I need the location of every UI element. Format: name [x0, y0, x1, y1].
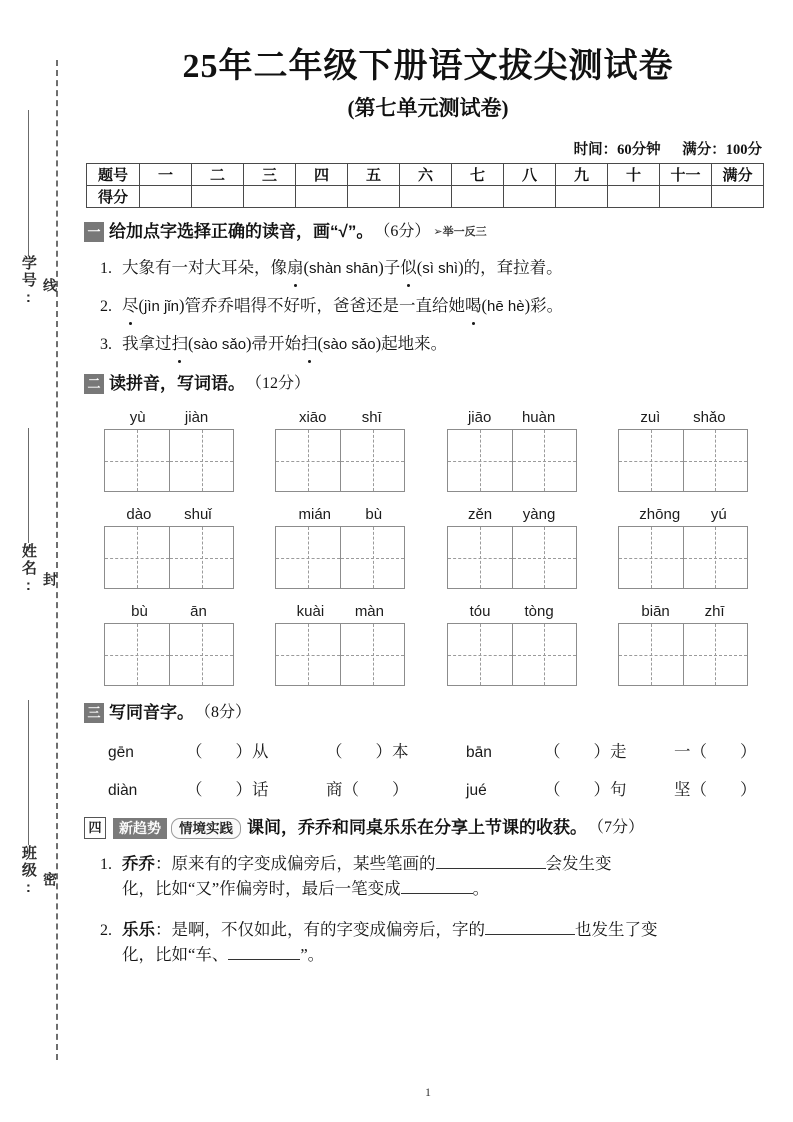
- homophone-blank[interactable]: 商（ ）: [326, 780, 409, 800]
- seal-label-class: 班级:: [19, 845, 37, 898]
- pinyin-syllable: mián: [298, 506, 332, 524]
- question-number: 2.: [100, 298, 112, 316]
- tianzige-box[interactable]: [618, 526, 748, 589]
- section-points-1: （6分）: [374, 222, 431, 240]
- pinyin-choice[interactable]: shàn shān: [309, 260, 379, 278]
- dotted-char: 喝: [465, 294, 482, 319]
- tianzige-box[interactable]: [447, 526, 577, 589]
- pinyin-grid-item: [104, 603, 234, 686]
- score-col-5: 五: [348, 164, 400, 186]
- pinyin-syllable: shǎo: [693, 409, 726, 427]
- pinyin-syllable: zhī: [704, 603, 725, 621]
- pinyin-syllable: shuǐ: [184, 506, 212, 524]
- pinyin-grid-row: [104, 506, 748, 589]
- pinyin-grid-item: [618, 506, 748, 589]
- dotted-char: 扇: [287, 256, 304, 281]
- pinyin-grid-item: [104, 409, 234, 492]
- answer-blank[interactable]: [228, 959, 300, 960]
- section-points-4: （7分）: [588, 819, 645, 836]
- section-title-1: 给加点字选择正确的读音，画“√”。: [109, 222, 374, 242]
- answer-blank[interactable]: [401, 893, 473, 894]
- pinyin-grid-row: [104, 603, 748, 686]
- dotted-char: 尽: [122, 294, 139, 319]
- question-number: 3.: [100, 336, 112, 354]
- section-heading-1: [84, 221, 778, 243]
- pinyin-syllable: xiāo: [298, 409, 327, 427]
- tianzige-cell[interactable]: [105, 624, 169, 685]
- score-col-total: 满分: [712, 164, 764, 186]
- tianzige-box[interactable]: [618, 623, 748, 686]
- tianzige-box[interactable]: [275, 526, 405, 589]
- seal-char-feng: 封: [42, 572, 58, 586]
- tianzige-box[interactable]: [447, 429, 577, 492]
- dialogue-speaker: 乐乐: [122, 919, 155, 939]
- score-col-11: 十一: [660, 164, 712, 186]
- score-col-10: 十: [608, 164, 660, 186]
- dialogue-text[interactable]: [122, 852, 778, 902]
- score-cell-6[interactable]: [400, 186, 452, 208]
- page-number: 1: [425, 1085, 431, 1099]
- score-table-row-label-score: 得分: [87, 186, 140, 208]
- homophone-blank[interactable]: 一（ ）: [674, 742, 757, 762]
- tianzige-cell[interactable]: [169, 624, 233, 685]
- text-fragment: )的，耷拉着。: [458, 258, 563, 278]
- section-points-3: （8分）: [195, 703, 252, 721]
- dialogue-text[interactable]: [122, 918, 778, 968]
- text-fragment: ：是啊，不仅如此，有的字变成偏旁后，字的: [155, 919, 485, 939]
- tianzige-box[interactable]: [104, 623, 234, 686]
- text-fragment: 也发生了变: [575, 919, 658, 939]
- homophone-pinyin: diàn: [108, 782, 138, 800]
- tianzige-box[interactable]: [275, 429, 405, 492]
- pinyin-syllable: yàng: [522, 506, 556, 524]
- tianzige-cell[interactable]: [683, 624, 747, 685]
- homophone-blank[interactable]: （ ）从: [186, 742, 269, 762]
- homophone-pinyin: gēn: [108, 744, 134, 762]
- question-text[interactable]: [122, 256, 778, 281]
- pinyin-label: [275, 409, 405, 426]
- section-badge-1: 一: [84, 222, 104, 242]
- pinyin-choice[interactable]: sào sǎo: [323, 336, 376, 354]
- tianzige-cell[interactable]: [683, 527, 747, 588]
- seal-rule: [28, 110, 29, 255]
- pinyin-grid-item: [275, 603, 405, 686]
- tianzige-cell[interactable]: [619, 527, 683, 588]
- pinyin-label: [618, 506, 748, 523]
- score-col-3: 三: [244, 164, 296, 186]
- pinyin-grid-item: [447, 603, 577, 686]
- score-cell-5[interactable]: [348, 186, 400, 208]
- pinyin-syllable: bù: [131, 603, 148, 621]
- score-col-1: 一: [140, 164, 192, 186]
- text-fragment: )帚开始: [246, 334, 302, 354]
- section-heading-4: [84, 817, 778, 839]
- homophone-row-2: [108, 776, 778, 800]
- pinyin-syllable: kuài: [296, 603, 325, 621]
- section-4-dialogue: [78, 852, 778, 967]
- pinyin-syllable: tòng: [524, 603, 554, 621]
- score-col-7: 七: [452, 164, 504, 186]
- score-cell-4[interactable]: [296, 186, 348, 208]
- score-cell-11[interactable]: [660, 186, 712, 208]
- pinyin-grid-row: [104, 409, 748, 492]
- section-title-3: 写同音字。: [109, 703, 194, 723]
- badge-new-trend: 新趋势: [113, 818, 167, 838]
- pinyin-choice[interactable]: sào sǎo: [193, 336, 247, 354]
- text-fragment: 会发生变: [545, 854, 612, 874]
- page-title: 25年二年级下册语文拔尖测试卷: [182, 48, 674, 85]
- score-cell-total[interactable]: [712, 186, 764, 208]
- score-table-row-label-number: 题号: [87, 164, 140, 186]
- pinyin-choice[interactable]: jìn jǐn: [144, 298, 180, 316]
- pinyin-label: [275, 506, 405, 523]
- dialogue-row: [100, 852, 778, 902]
- pinyin-syllable: zuì: [640, 409, 661, 427]
- pinyin-syllable: zhōng: [639, 506, 681, 524]
- pinyin-syllable: ān: [190, 603, 207, 621]
- exam-time: 时间：60分钟: [573, 142, 661, 159]
- tianzige-cell[interactable]: [169, 430, 233, 491]
- score-cell-2[interactable]: [192, 186, 244, 208]
- score-cell-9[interactable]: [556, 186, 608, 208]
- tianzige-cell[interactable]: [683, 430, 747, 491]
- tianzige-cell[interactable]: [340, 430, 404, 491]
- text-fragment: (: [138, 296, 144, 316]
- seal-rule: [28, 428, 29, 543]
- tianzige-box[interactable]: [447, 623, 577, 686]
- pinyin-syllable: biān: [641, 603, 670, 621]
- pinyin-label: [447, 506, 577, 523]
- badge-scenario-practice: 情境实践: [171, 818, 241, 840]
- homophone-blank[interactable]: （ ）句: [544, 780, 627, 800]
- pinyin-grid-item: [447, 506, 577, 589]
- pinyin-grid-item: [275, 409, 405, 492]
- seal-rule: [28, 700, 29, 845]
- text-fragment: 化，比如“又”作偏旁时，最后一笔变成: [122, 879, 401, 899]
- pinyin-grid-item: [618, 603, 748, 686]
- tianzige-cell[interactable]: [619, 624, 683, 685]
- pinyin-label: [104, 603, 234, 620]
- pinyin-grid-item: [275, 506, 405, 589]
- text-fragment: 我拿过: [122, 334, 172, 354]
- tianzige-box[interactable]: [104, 526, 234, 589]
- section-tag-1: ➢举一反三: [433, 225, 487, 238]
- section-heading-3: [84, 702, 778, 724]
- text-fragment: (: [303, 258, 309, 278]
- homophone-blank[interactable]: （ ）本: [326, 742, 409, 762]
- tianzige-cell[interactable]: [448, 527, 512, 588]
- section-title-4: 课间，乔乔和同桌乐乐在分享上节课的收获。: [247, 818, 587, 838]
- section-points-2: （12分）: [246, 374, 311, 392]
- homophone-blank[interactable]: （ ）话: [186, 780, 269, 800]
- homophone-row-1: [108, 738, 778, 762]
- pinyin-syllable: tóu: [469, 603, 491, 621]
- text-fragment: )彩。: [524, 296, 564, 316]
- pinyin-syllable: yù: [129, 409, 146, 427]
- text-fragment: 大象有一对大耳朵，像: [122, 258, 287, 278]
- score-col-8: 八: [504, 164, 556, 186]
- section-badge-2: 二: [84, 374, 104, 394]
- exam-page: [78, 0, 778, 1122]
- pinyin-syllable: bù: [365, 506, 383, 524]
- exam-total-score: 满分：100分: [682, 142, 762, 159]
- tianzige-cell[interactable]: [105, 527, 169, 588]
- text-fragment: (: [317, 334, 324, 354]
- exam-meta: [78, 138, 762, 159]
- tianzige-cell[interactable]: [512, 430, 576, 491]
- pinyin-label: [104, 506, 234, 523]
- seal-dashed-line: [56, 60, 58, 1060]
- text-fragment: 化，比如“车、: [122, 944, 229, 964]
- pinyin-syllable: shī: [361, 409, 382, 427]
- text-fragment: ”。: [300, 944, 325, 964]
- seal-line-sidebar: [0, 0, 78, 1122]
- pinyin-label: [618, 603, 748, 620]
- dialogue-number: 1.: [100, 856, 112, 874]
- section-badge-4: 四: [84, 817, 106, 839]
- pinyin-syllable: màn: [354, 603, 384, 621]
- score-cell-8[interactable]: [504, 186, 556, 208]
- score-table-header-row: [87, 164, 764, 186]
- score-col-4: 四: [296, 164, 348, 186]
- text-fragment: )管乔乔唱得不好听，爸爸还是一直给她: [179, 296, 466, 316]
- tianzige-cell[interactable]: [448, 624, 512, 685]
- pinyin-label: [447, 409, 577, 426]
- question-row: [100, 332, 778, 357]
- tianzige-cell[interactable]: [169, 527, 233, 588]
- pinyin-syllable: dào: [126, 506, 152, 524]
- pinyin-choice[interactable]: hē hè: [487, 298, 525, 316]
- tianzige-cell[interactable]: [448, 430, 512, 491]
- pinyin-syllable: jiāo: [467, 409, 492, 427]
- tianzige-cell[interactable]: [105, 430, 169, 491]
- score-cell-7[interactable]: [452, 186, 504, 208]
- pinyin-label: [104, 409, 234, 426]
- pinyin-grid-item: [104, 506, 234, 589]
- pinyin-grid-area: [78, 409, 778, 686]
- text-fragment: )起地来。: [375, 334, 448, 354]
- score-col-2: 二: [192, 164, 244, 186]
- homophone-blank[interactable]: （ ）走: [544, 742, 627, 762]
- seal-label-name: 姓名:: [19, 543, 37, 596]
- dotted-char: 扫: [172, 332, 189, 357]
- pinyin-label: [275, 603, 405, 620]
- question-number: 1.: [100, 260, 112, 278]
- homophone-pinyin: jué: [466, 782, 487, 800]
- text-fragment: )子: [378, 258, 401, 278]
- text-fragment: (: [416, 258, 423, 278]
- question-row: [100, 294, 778, 319]
- tianzige-cell[interactable]: [340, 624, 404, 685]
- pinyin-label: [618, 409, 748, 426]
- homophone-pinyin: bān: [466, 744, 492, 762]
- section-title-2: 读拼音，写词语。: [109, 374, 245, 394]
- pinyin-grid-item: [618, 409, 748, 492]
- dialogue-speaker: 乔乔: [122, 854, 155, 874]
- dotted-char: 似: [400, 256, 417, 281]
- pinyin-syllable: jiàn: [184, 409, 209, 427]
- text-fragment: ：原来有的字变成偏旁后，某些笔画的: [155, 854, 436, 874]
- pinyin-label: [447, 603, 577, 620]
- dotted-char: 扫: [301, 332, 318, 357]
- section-heading-2: [84, 373, 778, 395]
- score-table: [86, 163, 764, 208]
- question-text[interactable]: [122, 332, 778, 357]
- pinyin-choice[interactable]: sì shì: [422, 260, 459, 278]
- answer-blank[interactable]: [436, 868, 546, 869]
- seal-group-class: [0, 700, 56, 898]
- pinyin-syllable: huàn: [521, 409, 556, 427]
- score-cell-1[interactable]: [140, 186, 192, 208]
- score-col-9: 九: [556, 164, 608, 186]
- tianzige-cell[interactable]: [276, 624, 340, 685]
- seal-label-student-id: 学号:: [19, 255, 37, 308]
- text-fragment: (: [481, 296, 488, 316]
- homophone-blank[interactable]: 坚（ ）: [674, 780, 757, 800]
- pinyin-grid-item: [447, 409, 577, 492]
- seal-char-mi: 密: [42, 872, 58, 886]
- tianzige-cell[interactable]: [276, 527, 340, 588]
- section-badge-3: 三: [84, 703, 104, 723]
- tianzige-cell[interactable]: [512, 527, 576, 588]
- text-fragment: 。: [472, 879, 490, 899]
- page-subtitle: (第七单元测试卷): [347, 96, 509, 121]
- score-table-value-row: [87, 186, 764, 208]
- tianzige-cell[interactable]: [276, 430, 340, 491]
- score-cell-3[interactable]: [244, 186, 296, 208]
- tianzige-cell[interactable]: [619, 430, 683, 491]
- seal-char-xian: 线: [42, 278, 58, 292]
- tianzige-box[interactable]: [275, 623, 405, 686]
- dialogue-number: 2.: [100, 921, 112, 939]
- question-text[interactable]: [122, 294, 778, 319]
- question-row: [100, 256, 778, 281]
- seal-group-name: [0, 428, 56, 596]
- pinyin-syllable: yú: [710, 506, 727, 524]
- tianzige-cell[interactable]: [512, 624, 576, 685]
- pinyin-syllable: zěn: [467, 506, 493, 524]
- dialogue-row: [100, 918, 778, 968]
- answer-blank[interactable]: [485, 934, 575, 935]
- tianzige-box[interactable]: [104, 429, 234, 492]
- score-cell-10[interactable]: [608, 186, 660, 208]
- text-fragment: (: [188, 334, 194, 354]
- tianzige-cell[interactable]: [340, 527, 404, 588]
- score-col-6: 六: [400, 164, 452, 186]
- tianzige-box[interactable]: [618, 429, 748, 492]
- section-1-questions: [78, 256, 778, 357]
